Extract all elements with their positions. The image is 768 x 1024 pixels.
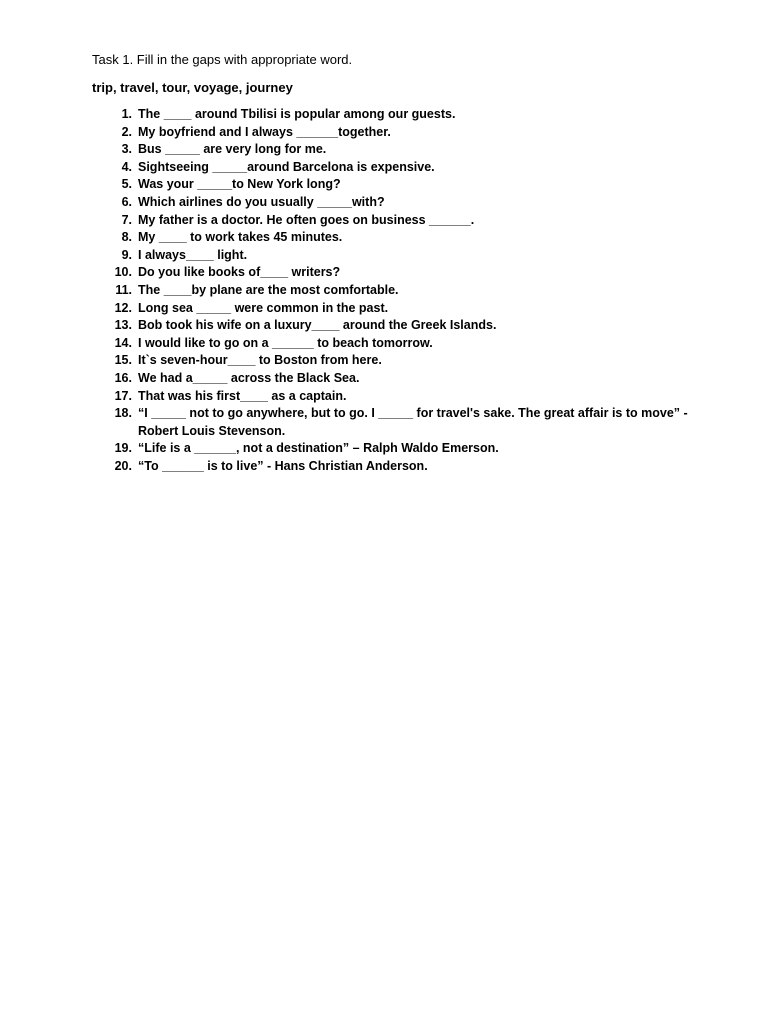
question-item bbox=[0, 212, 768, 230]
question-item bbox=[0, 335, 768, 353]
question-number: 12. bbox=[114, 300, 132, 315]
question-text: That was his first____ as a captain. bbox=[138, 388, 347, 403]
question-number: 8. bbox=[121, 230, 132, 245]
question-item bbox=[0, 352, 768, 370]
question-text: Long sea _____ were common in the past. bbox=[138, 300, 389, 315]
question-item bbox=[0, 106, 768, 124]
question-text: The ____ around Tbilisi is popular among our guests. bbox=[138, 107, 456, 121]
question-number: 3. bbox=[121, 142, 132, 157]
question-item bbox=[0, 264, 768, 282]
question-item bbox=[0, 159, 768, 177]
question-number: 10. bbox=[114, 265, 132, 280]
question-number: 2. bbox=[121, 124, 132, 139]
question-text: Was your _____to New York long? bbox=[138, 177, 341, 192]
question-text: Which airlines do you usually _____with? bbox=[138, 194, 385, 209]
question-text: Bob took his wife on a luxury____ around the Greek Islands. bbox=[138, 318, 497, 333]
question-item bbox=[0, 282, 768, 300]
question-number: 6. bbox=[121, 194, 132, 209]
question-text: We had a_____ across the Black Sea. bbox=[138, 370, 360, 385]
question-item bbox=[0, 388, 768, 406]
question-item bbox=[0, 176, 768, 194]
question-item bbox=[0, 247, 768, 265]
question-number: 19. bbox=[114, 441, 132, 456]
question-number: 14. bbox=[114, 335, 132, 350]
question-item bbox=[0, 317, 768, 335]
question-number: 7. bbox=[121, 212, 132, 227]
question-item bbox=[0, 124, 768, 142]
question-number: 5. bbox=[121, 177, 132, 192]
word-bank: trip, travel, tour, voyage, journey bbox=[92, 80, 293, 95]
question-number: 15. bbox=[114, 353, 132, 368]
question-number: 11. bbox=[115, 282, 132, 297]
question-text: “I _____ not to go anywhere, but to go. I _____ for travel's sake. The great affair is to move” - Robert Louis Stevenson. bbox=[138, 406, 688, 438]
question-item bbox=[0, 405, 768, 440]
question-text: “To ______ is to live” - Hans Christian Anderson. bbox=[138, 458, 428, 473]
question-number: 16. bbox=[114, 370, 132, 385]
question-item bbox=[0, 440, 768, 458]
question-text: My boyfriend and I always ______together. bbox=[138, 124, 391, 139]
question-item bbox=[0, 229, 768, 247]
question-text: The ____by plane are the most comfortable. bbox=[138, 282, 399, 297]
question-text: “Life is a ______, not a destination” – Ralph Waldo Emerson. bbox=[138, 441, 499, 456]
question-item bbox=[0, 370, 768, 388]
question-item bbox=[0, 300, 768, 318]
question-text: Sightseeing _____around Barcelona is expensive. bbox=[138, 159, 435, 174]
question-number: 17. bbox=[114, 388, 132, 403]
question-number: 9. bbox=[121, 247, 132, 262]
question-text: I would like to go on a ______ to beach tomorrow. bbox=[138, 335, 433, 350]
question-text: My ____ to work takes 45 minutes. bbox=[138, 230, 343, 245]
question-text: I always____ light. bbox=[138, 247, 248, 262]
question-number: 20. bbox=[114, 458, 132, 473]
question-number: 4. bbox=[121, 159, 132, 174]
question-list bbox=[0, 106, 768, 475]
question-number: 18. bbox=[114, 406, 132, 421]
question-item bbox=[0, 141, 768, 159]
question-text: Do you like books of____ writers? bbox=[138, 265, 341, 280]
question-text: Bus _____ are very long for me. bbox=[138, 142, 327, 157]
question-item bbox=[0, 458, 768, 476]
question-number: 1. bbox=[121, 107, 132, 121]
question-text: It`s seven-hour____ to Boston from here. bbox=[138, 353, 382, 368]
question-text: My father is a doctor. He often goes on business ______. bbox=[138, 212, 475, 227]
question-item bbox=[0, 194, 768, 212]
task-title: Task 1. Fill in the gaps with appropriate word. bbox=[92, 52, 353, 67]
question-number: 13. bbox=[114, 318, 132, 333]
